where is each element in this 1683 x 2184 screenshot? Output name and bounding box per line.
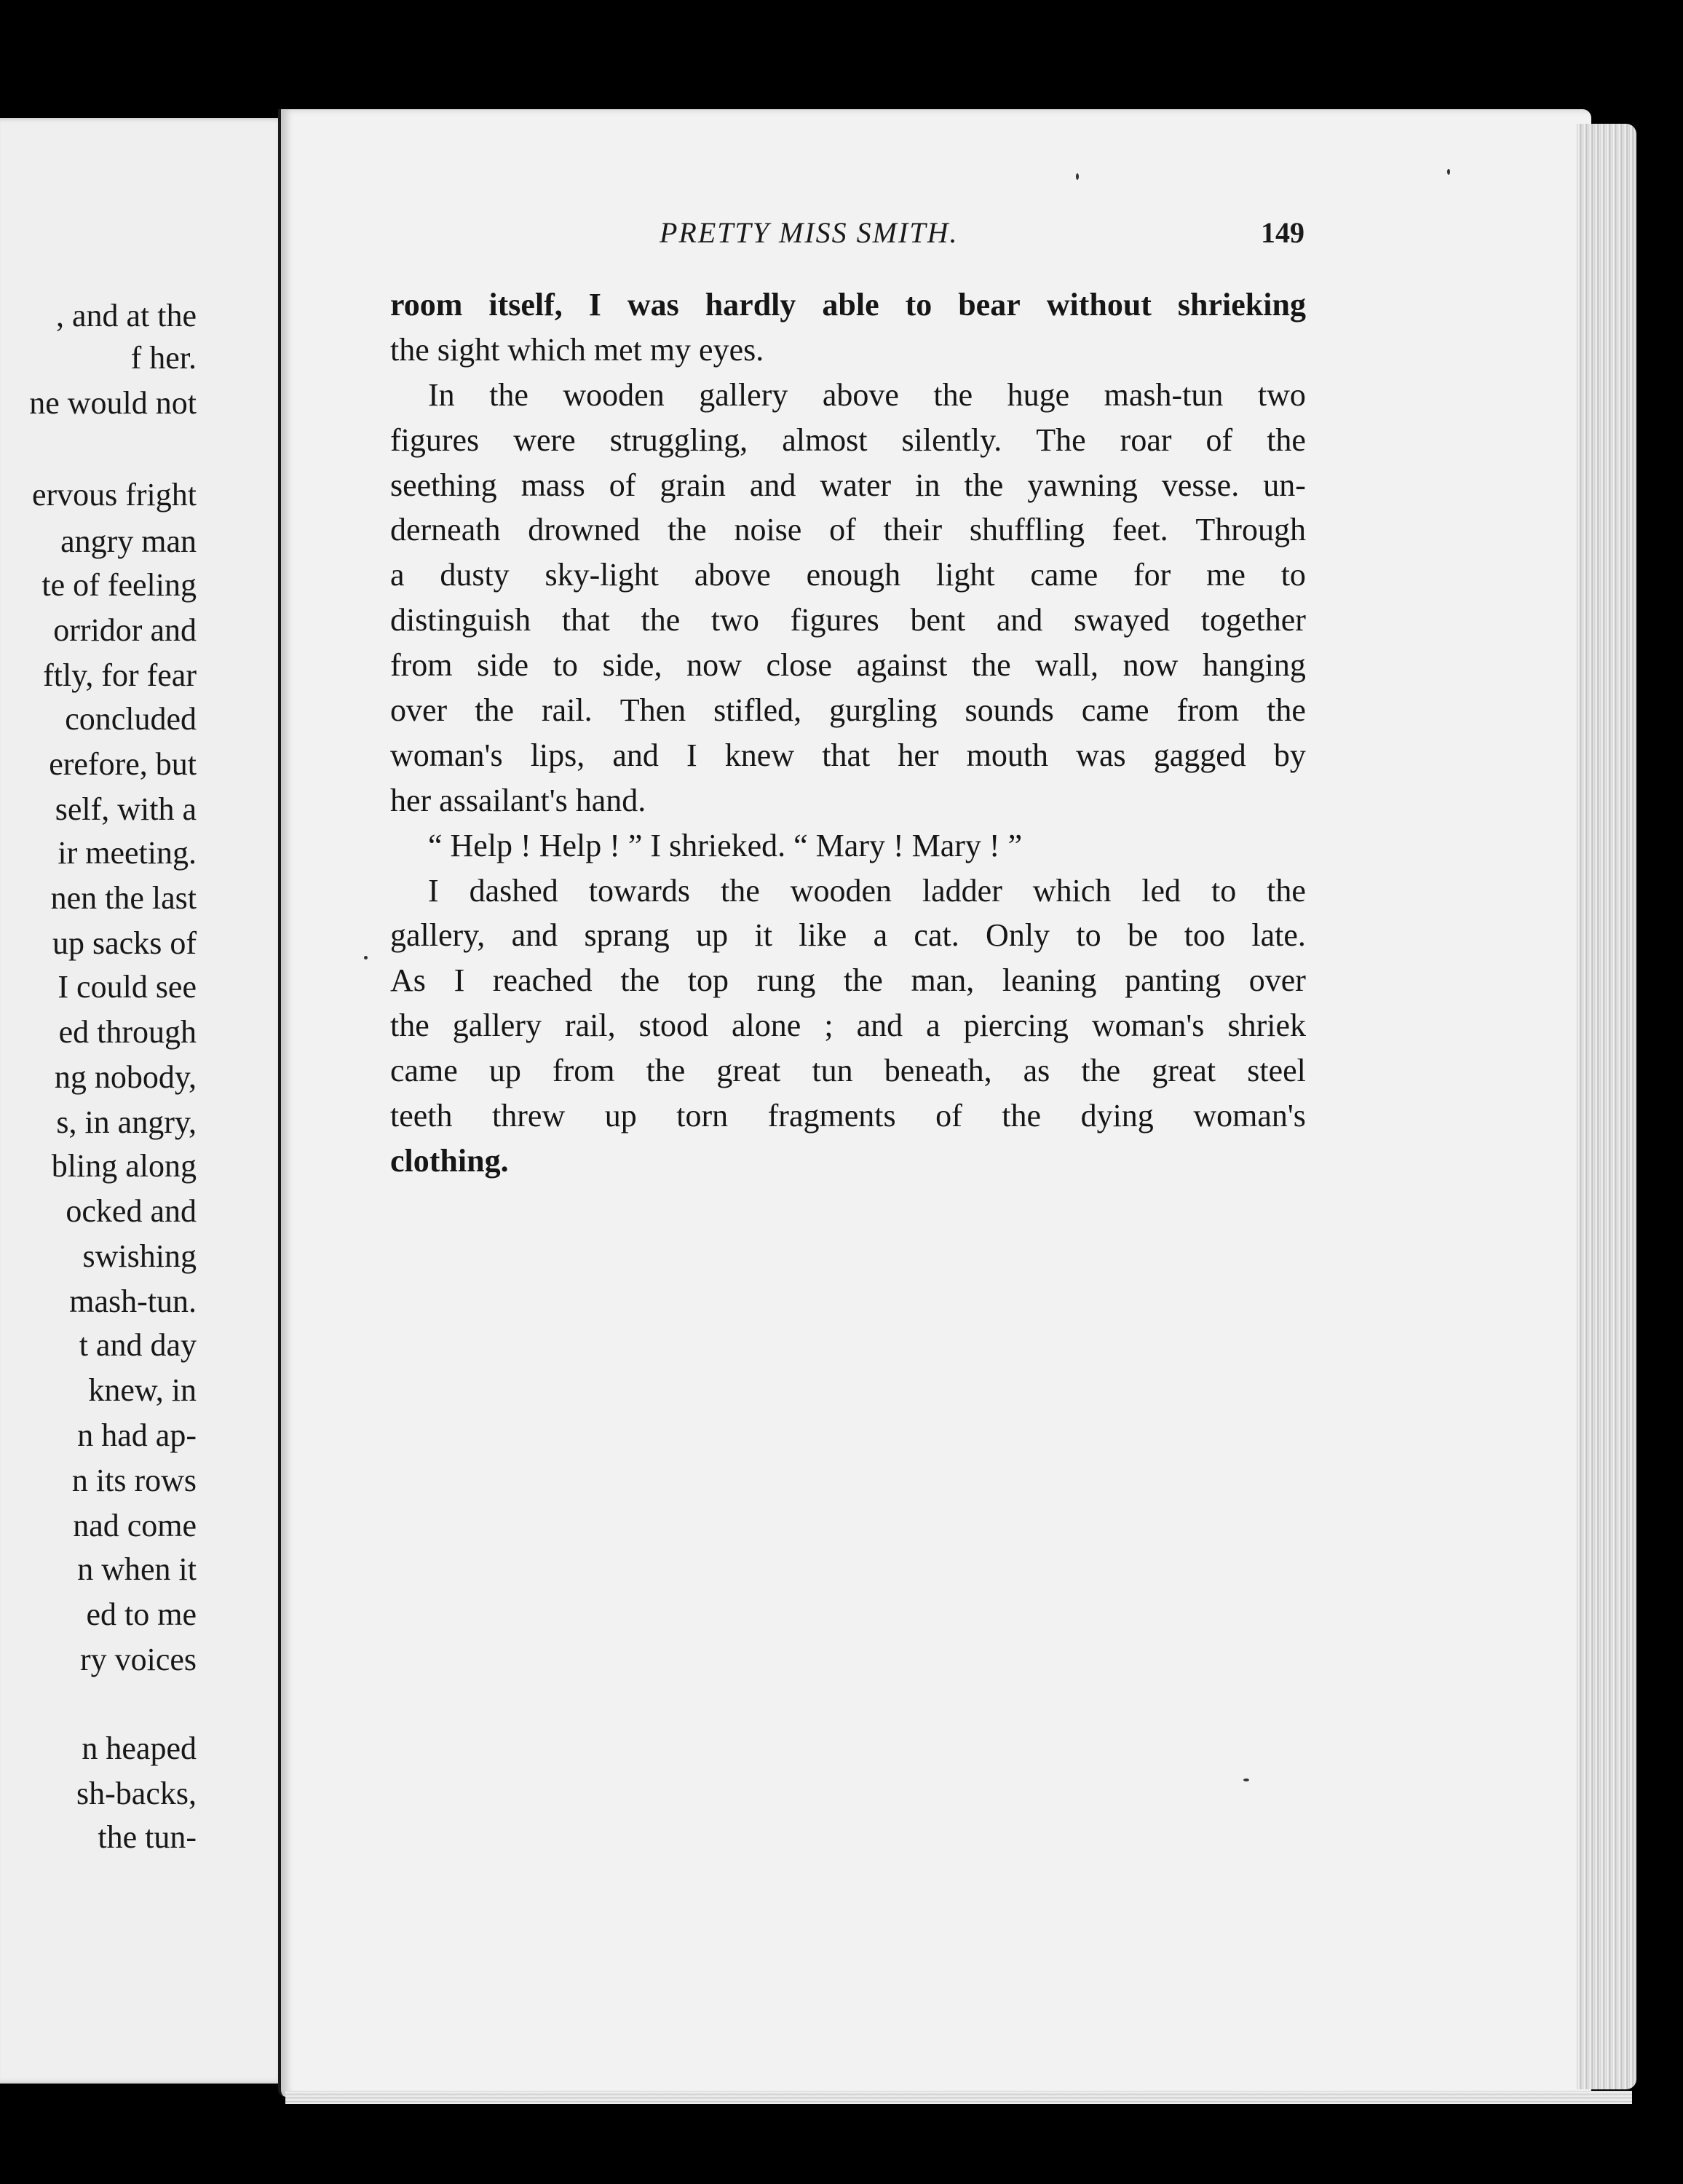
- left-page-line: self, with a: [55, 791, 197, 827]
- body-text: [390, 282, 1306, 1184]
- body-line: a dusty sky-light above enough light came for me to: [390, 557, 1306, 593]
- body-line: As I reached the top rung the man, leaning panting over: [390, 962, 1306, 999]
- left-page-line: t and day: [79, 1327, 197, 1363]
- body-line: I dashed towards the wooden ladder which led to the: [428, 872, 1306, 909]
- scan-speck: [364, 956, 368, 960]
- body-line: over the rail. Then stifled, gurgling sounds came from the: [390, 692, 1306, 729]
- left-page-line: erefore, but: [49, 746, 197, 782]
- body-line: the sight which met my eyes.: [390, 331, 764, 368]
- left-page-line: the tun-: [98, 1819, 197, 1855]
- body-line: woman's lips, and I knew that her mouth was gagged by: [390, 737, 1306, 773]
- body-line: distinguish that the two figures bent and swayed together: [390, 602, 1306, 638]
- left-page-line: sh-backs,: [76, 1776, 197, 1811]
- body-line: the gallery rail, stood alone ; and a piercing woman's shriek: [390, 1008, 1306, 1044]
- body-line: teeth threw up torn fragments of the dying woman's: [390, 1098, 1306, 1134]
- body-line: figures were struggling, almost silently. The roar of the: [390, 422, 1306, 458]
- left-page-line: bling along: [51, 1148, 197, 1184]
- left-page-line: up sacks of: [52, 925, 197, 961]
- left-page-line: nen the last: [50, 880, 197, 916]
- left-page-line: ng nobody,: [54, 1059, 197, 1095]
- body-line: In the wooden gallery above the huge mash-tun two: [428, 376, 1306, 413]
- left-page-line: orridor and: [53, 612, 197, 648]
- left-page-line: te of feeling: [41, 567, 197, 603]
- left-page-line: nad come: [73, 1508, 197, 1543]
- left-page-line: , and at the: [55, 298, 197, 333]
- bottom-page-edges: [285, 2091, 1632, 2104]
- scan-speck: [1076, 173, 1079, 180]
- body-line: seething mass of grain and water in the yawning vesse. un-: [390, 467, 1306, 503]
- scan-speck: [1447, 169, 1450, 175]
- left-page-line: ed through: [58, 1014, 197, 1050]
- left-page-line: ne would not: [29, 385, 197, 421]
- left-page-line: I could see: [58, 969, 197, 1005]
- left-page-line: swishing: [82, 1238, 197, 1274]
- body-line: “ Help ! Help ! ” I shrieked. “ Mary ! Mary ! ”: [428, 827, 1023, 863]
- left-page-line: ed to me: [86, 1597, 197, 1632]
- left-page-line: f her.: [130, 340, 197, 376]
- left-page-line: ry voices: [79, 1642, 197, 1677]
- left-page-line: concluded: [65, 701, 197, 737]
- body-line: room itself, I was hardly able to bear without shrieking: [390, 287, 1306, 323]
- body-line: from side to side, now close against the wall, now hanging: [390, 647, 1306, 684]
- page-number: 149: [1261, 216, 1304, 249]
- left-page-line: s, in angry,: [56, 1104, 197, 1140]
- left-page-line: n heaped: [82, 1730, 197, 1766]
- left-page-line: ftly, for fear: [43, 657, 197, 693]
- left-page-line: n its rows: [71, 1463, 197, 1498]
- left-page-line: n had ap-: [77, 1417, 197, 1453]
- body-line: her assailant's hand.: [390, 782, 646, 818]
- body-line: derneath drowned the noise of their shuffling feet. Through: [390, 512, 1306, 548]
- left-page-line: angry man: [60, 523, 197, 559]
- page-edges: [1577, 124, 1636, 2089]
- left-page-line: ocked and: [66, 1193, 197, 1229]
- left-page-line: n when it: [77, 1551, 197, 1587]
- body-line: came up from the great tun beneath, as the great steel: [390, 1053, 1306, 1089]
- left-page-line: knew, in: [88, 1372, 197, 1408]
- left-page-line: mash-tun.: [69, 1283, 197, 1319]
- running-header: PRETTY MISS SMITH.: [660, 216, 959, 249]
- left-page-line: ervous fright: [31, 477, 197, 513]
- body-line: gallery, and sprang up it like a cat. Only to be too late.: [390, 917, 1306, 954]
- left-page-line: ir meeting.: [58, 835, 197, 871]
- scan-speck: [1243, 1779, 1249, 1781]
- body-line: clothing.: [390, 1142, 509, 1179]
